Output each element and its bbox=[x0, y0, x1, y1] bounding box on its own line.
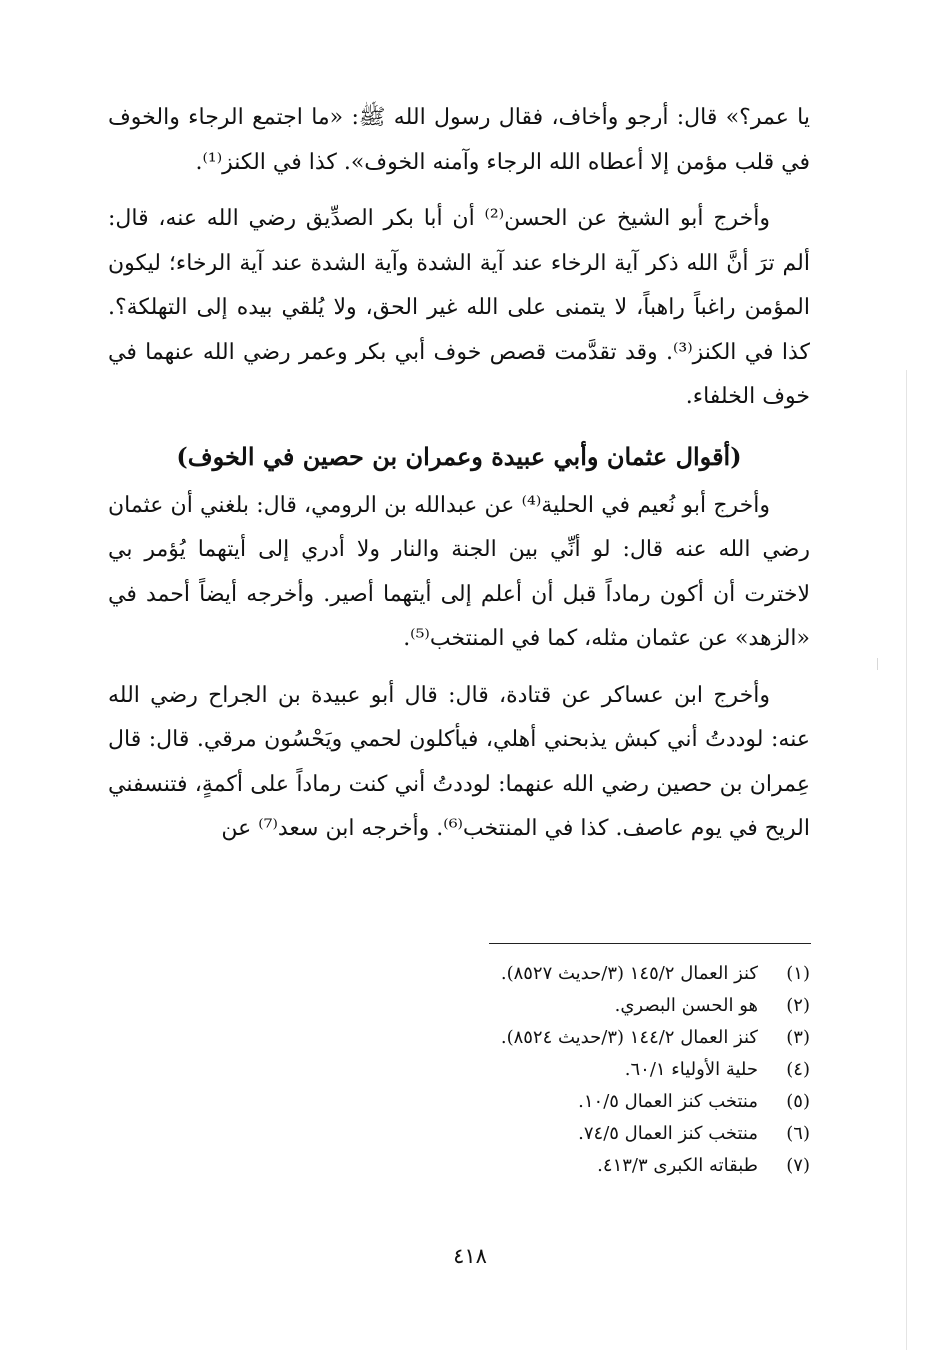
section-heading: (أقوال عثمان وأبي عبيدة وعمران بن حصين في الخوف) bbox=[176, 441, 742, 471]
scan-margin-line bbox=[906, 370, 907, 1350]
page-number: ٤١٨ bbox=[453, 1244, 487, 1268]
footnote-number: (١) bbox=[786, 963, 810, 984]
scan-mark bbox=[877, 658, 878, 670]
footnote-item bbox=[290, 1086, 810, 1118]
main-text bbox=[108, 96, 810, 852]
footnote-number: (٥) bbox=[786, 1091, 810, 1112]
footnote-item bbox=[290, 1150, 810, 1182]
paragraph-gap bbox=[108, 662, 810, 674]
footnote-number: (٧) bbox=[786, 1155, 810, 1176]
paragraph-continuation: يا عمر؟» قال: أرجو وأخاف، فقال رسول الله ﷺ: «ما اجتمع الرجاء والخوف في قلب مؤمن إلا أعطاه الله الرجاء وآمنه الخوف». كذا في الكنز⁽¹⁾. bbox=[108, 105, 810, 175]
footnote-item bbox=[290, 958, 810, 990]
footnote-text: كنز العمال ١٤٤/٢ (٣/حديث ٨٥٢٤). bbox=[500, 1027, 758, 1048]
paragraph-gap bbox=[108, 185, 810, 197]
footnote-item bbox=[290, 1118, 810, 1150]
footnote-number: (٤) bbox=[786, 1059, 810, 1080]
footnote-text: هو الحسن البصري. bbox=[614, 995, 758, 1016]
footnote-text: منتخب كنز العمال ٧٤/٥. bbox=[578, 1123, 758, 1144]
footnote-text: منتخب كنز العمال ١٠/٥. bbox=[578, 1091, 758, 1112]
footnotes bbox=[290, 958, 810, 1182]
footnote-number: (٣) bbox=[786, 1027, 810, 1048]
footnote-text: كنز العمال ١٤٥/٢ (٣/حديث ٨٥٢٧). bbox=[500, 963, 758, 984]
footnote-number: (٢) bbox=[786, 995, 810, 1016]
footnote-divider bbox=[489, 943, 811, 944]
footnote-item bbox=[290, 1022, 810, 1054]
paragraph-uthman: وأخرج أبو نُعيم في الحلية⁽⁴⁾ عن عبدالله بن الرومي، قال: بلغني أن عثمان رضي الله عنه قال: لو أنِّي بين الجنة والنار ولا أدري إلى أيتهما يُؤمر بي لاخترت أن أكون رماداً قبل أن أعلم إلى أيتهما أصير. وأخرجه أيضاً أحمد في «الزهد» عن عثمان مثله، كما في المنتخب⁽⁵⁾. bbox=[108, 492, 810, 651]
footnote-text: حلية الأولياء ٦٠/١. bbox=[624, 1059, 758, 1080]
footnote-number: (٦) bbox=[786, 1123, 810, 1144]
footnote-item bbox=[290, 1054, 810, 1086]
paragraph-abu-bakr: وأخرج أبو الشيخ عن الحسن⁽²⁾ أن أبا بكر الصدِّيق رضي الله عنه، قال: ألم ترَ أنَّ الله ذكر آية الرخاء عند آية الشدة وآية الشدة عند آية الرخاء؛ ليكون المؤمن راغباً راهباً، لا يتمنى على الله غير الحق، ولا يُلقي بيده إلى التهلكة؟. كذا في الكنز⁽³⁾. وقد تقدَّمت قصص خوف أبي بكر وعمر رضي الله عنهما في خوف الخلفاء. bbox=[108, 206, 811, 409]
footnote-text: طبقاته الكبرى ٤١٣/٣. bbox=[597, 1155, 758, 1176]
footnote-item bbox=[290, 990, 810, 1022]
paragraph-abu-ubayda: وأخرج ابن عساكر عن قتادة، قال: قال أبو عبيدة بن الجراح رضي الله عنه: لوددتُ أني كبش يذبحني أهلي، فيأكلون لحمي ويَحْسُون مرقي. قال: قال عِمران بن حصين رضي الله عنهما: لوددتُ أني كنت رماداً على أكمةٍ، فتنسفني الريح في يوم عاصف. كذا في المنتخب⁽⁶⁾. وأخرجه ابن سعد⁽⁷⁾ عن bbox=[108, 682, 810, 841]
